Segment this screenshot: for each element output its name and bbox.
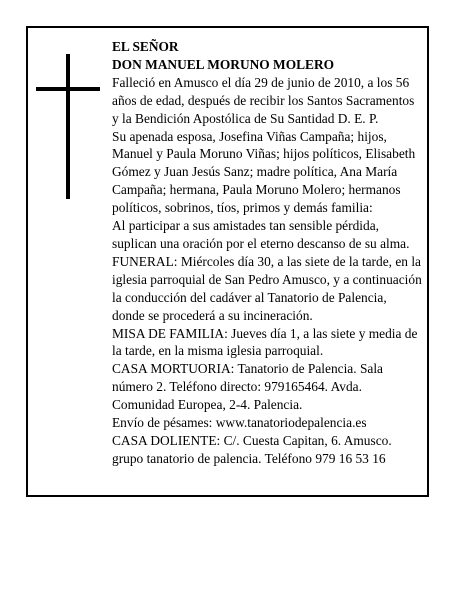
cross-vertical-bar (66, 54, 70, 199)
obituary-title: EL SEÑOR (112, 39, 179, 54)
condolences-paragraph: Envío de pésames: www.tanatoriodepalencia.es (112, 415, 367, 431)
funeral-paragraph: FUNERAL: Miércoles día 30, a las siete de la tarde, en la iglesia parroquial de San Pedro Amusco, y a continuación la conducción del cadáver al Tanatorio de Palencia, donde se procederá a su incineración. (112, 253, 422, 323)
cross-horizontal-bar (36, 87, 100, 91)
mortuary-paragraph: CASA MORTUORIA: Tanatorio de Palencia. Sala número 2. Teléfono directo: 979165464. Avda. Comunidad Europea, 2-4. Palencia. (112, 361, 383, 413)
mourning-house-paragraph: CASA DOLIENTE: C/. Cuesta Capitan, 6. Amusco. grupo tanatorio de palencia. Teléfono 979 16 53 16 (112, 432, 392, 466)
death-notice-paragraph: Falleció en Amusco el día 29 de junio de 2010, a los 56 años de edad, después de recibir los Santos Sacramentos y la Bendición Apostólica de Su Santidad D. E. P. (112, 74, 415, 126)
family-paragraph: Su apenada esposa, Josefina Viñas Campaña; hijos, Manuel y Paula Moruno Viñas; hijos políticos, Elisabeth Gómez y Juan Jesús Sanz; madre política, Ana María Campaña; hermana, Paula Moruno Molero; hermanos políticos, sobrinos, tíos, primos y demás familia: (112, 128, 416, 216)
cross-icon (36, 54, 100, 199)
deceased-name: DON MANUEL MORUNO MOLERO (112, 56, 335, 72)
family-mass-paragraph: MISA DE FAMILIA: Jueves día 1, a las siete y media de la tarde, en la misma iglesia parroquial. (112, 325, 418, 359)
obituary-text (112, 38, 422, 468)
prayer-request-paragraph: Al participar a sus amistades tan sensible pérdida, suplican una oración por el eterno descanso de su alma. (112, 218, 410, 251)
